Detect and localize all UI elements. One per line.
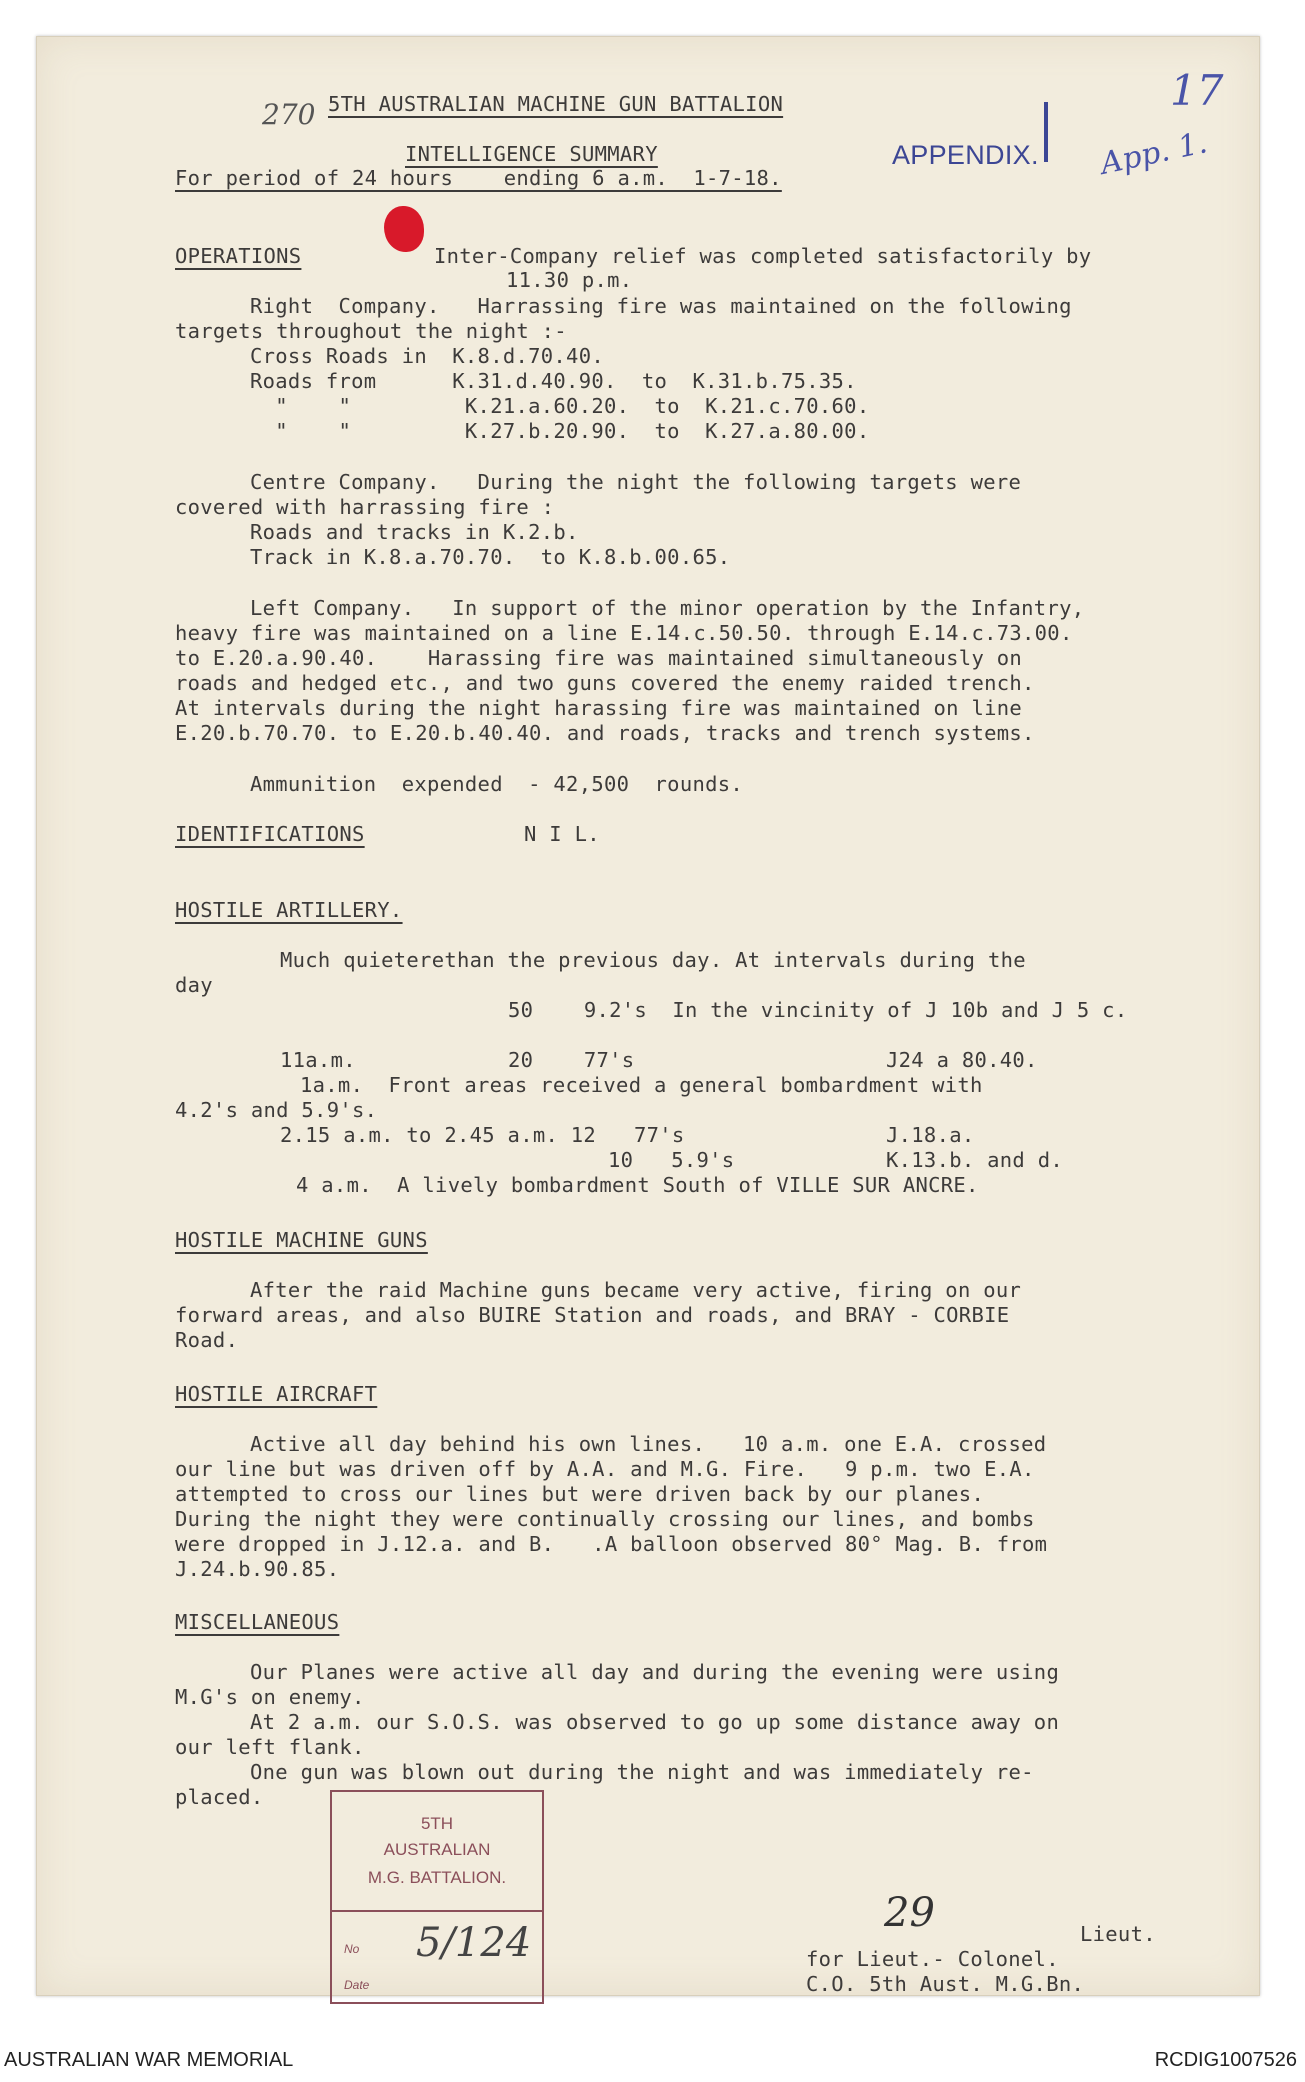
left-company-line6: E.20.b.70.70. to E.20.b.40.40. and roads, tracks and trench systems.: [175, 721, 1035, 745]
artillery-line8-b: K.13.b. and d.: [886, 1148, 1063, 1172]
unit-title: 5TH AUSTRALIAN MACHINE GUN BATTALION: [328, 92, 784, 116]
misc-line5: One gun was blown out during the night and was immediately re-: [250, 1760, 1034, 1784]
artillery-line2: day: [175, 973, 213, 997]
misc-line3: At 2 a.m. our S.O.S. was observed to go up some distance away on: [250, 1710, 1060, 1734]
appendix-stamp: APPENDIX.: [892, 140, 1039, 170]
misc-line6: placed.: [175, 1785, 264, 1809]
period-line: For period of 24 hours ending 6 a.m. 1-7-18.: [175, 166, 782, 190]
page-number-annotation: 270: [262, 98, 316, 131]
signature-line2: C.O. 5th Aust. M.G.Bn.: [806, 1972, 1085, 1996]
annotation-appendix-ref: App. 1.: [1097, 125, 1211, 182]
signature-rank: Lieut.: [1080, 1922, 1156, 1946]
right-company-line4: Roads from K.31.d.40.90. to K.31.b.75.35.: [250, 369, 857, 393]
artillery-line4-ref: J24 a 80.40.: [886, 1048, 1038, 1072]
hostile-aircraft-heading: HOSTILE AIRCRAFT: [175, 1382, 378, 1406]
operations-line1: Inter-Company relief was completed satisfactorily by: [434, 244, 1092, 268]
operations-line2: 11.30 p.m.: [506, 268, 633, 292]
ink-blot: [384, 206, 424, 252]
annotation-number: 17: [1170, 66, 1224, 115]
stamp-date-label: Date: [344, 1978, 370, 1992]
ammunition-expended: Ammunition expended - 42,500 rounds.: [250, 772, 744, 796]
aircraft-line5: were dropped in J.12.a. and B. .A balloon observed 80° Mag. B. from: [175, 1532, 1048, 1556]
right-company-line3: Cross Roads in K.8.d.70.40.: [250, 344, 604, 368]
artillery-line4-mid: 20 77's: [508, 1048, 635, 1072]
stamp-divider: [332, 1910, 542, 1912]
appendix-mark: [1044, 102, 1048, 162]
right-company-line5: " " K.21.a.60.20. to K.21.c.70.60.: [250, 394, 870, 418]
document-title: INTELLIGENCE SUMMARY: [405, 142, 658, 166]
left-company-line4: roads and hedged etc., and two guns covered the enemy raided trench.: [175, 671, 1035, 695]
artillery-line1: Much quieterethan the previous day. At intervals during the: [280, 948, 1026, 972]
battalion-stamp: [330, 1790, 544, 2004]
artillery-line7-a: 2.15 a.m. to 2.45 a.m. 12 77's: [280, 1123, 685, 1147]
artillery-line8-a: 10 5.9's: [608, 1148, 735, 1172]
signature-line1: for Lieut.- Colonel.: [806, 1947, 1059, 1971]
centre-company-line1: Centre Company. During the night the following targets were: [250, 470, 1022, 494]
centre-company-line2: covered with harrassing fire :: [175, 495, 555, 519]
stamp-line1: 5TH: [420, 1814, 454, 1833]
artillery-line3: 50 9.2's In the vincinity of J 10b and J 5 c.: [508, 998, 1128, 1022]
left-company-line5: At intervals during the night harassing fire was maintained on line: [175, 696, 1023, 720]
hostile-artillery-heading: HOSTILE ARTILLERY.: [175, 898, 403, 922]
stamp-no-label: No: [344, 1942, 360, 1956]
artillery-line9: 4 a.m. A lively bombardment South of VILLE SUR ANCRE.: [296, 1173, 979, 1197]
centre-company-line3: Roads and tracks in K.2.b.: [250, 520, 579, 544]
artillery-line5: 1a.m. Front areas received a general bombardment with: [300, 1073, 983, 1097]
miscellaneous-heading: MISCELLANEOUS: [175, 1610, 340, 1634]
artillery-line7-b: J.18.a.: [886, 1123, 975, 1147]
identifications-value: N I L.: [524, 822, 600, 846]
centre-company-line4: Track in K.8.a.70.70. to K.8.b.00.65.: [250, 545, 731, 569]
identifications-heading: IDENTIFICATIONS: [175, 822, 365, 846]
stamp-line2: AUSTRALIAN: [383, 1840, 491, 1859]
signature-initials: 29: [884, 1890, 935, 1936]
misc-line4: our left flank.: [175, 1735, 365, 1759]
aircraft-line6: J.24.b.90.85.: [175, 1557, 340, 1581]
footer-record-id: RCDIG1007526: [1154, 2049, 1297, 2071]
hostile-mg-line2: forward areas, and also BUIRE Station and roads, and BRAY - CORBIE: [175, 1303, 1010, 1327]
aircraft-line4: During the night they were continually crossing our lines, and bombs: [175, 1507, 1035, 1531]
aircraft-line3: attempted to cross our lines but were driven back by our planes.: [175, 1482, 985, 1506]
aircraft-line1: Active all day behind his own lines. 10 a.m. one E.A. crossed: [250, 1432, 1047, 1456]
left-company-line1: Left Company. In support of the minor operation by the Infantry,: [250, 596, 1085, 620]
stamp-line3: M.G. BATTALION.: [367, 1868, 507, 1887]
operations-heading: OPERATIONS: [175, 244, 302, 268]
right-company-line1: Right Company. Harrassing fire was maintained on the following: [250, 294, 1072, 318]
aircraft-line2: our line but was driven off by A.A. and M.G. Fire. 9 p.m. two E.A.: [175, 1457, 1035, 1481]
misc-line2: M.G's on enemy.: [175, 1685, 365, 1709]
right-company-line6: " " K.27.b.20.90. to K.27.a.80.00.: [250, 419, 870, 443]
hostile-mg-line3: Road.: [175, 1328, 239, 1352]
artillery-line6: 4.2's and 5.9's.: [175, 1098, 378, 1122]
hostile-mg-heading: HOSTILE MACHINE GUNS: [175, 1228, 428, 1252]
right-company-line2: targets throughout the night :-: [175, 319, 567, 343]
stamp-no-value: 5/124: [416, 1920, 532, 1966]
left-company-line3: to E.20.a.90.40. Harassing fire was maintained simultaneously on: [175, 646, 1023, 670]
hostile-mg-line1: After the raid Machine guns became very active, firing on our: [250, 1278, 1022, 1302]
footer-archive-name: AUSTRALIAN WAR MEMORIAL: [4, 2049, 294, 2071]
artillery-line4-time: 11a.m.: [280, 1048, 356, 1072]
misc-line1: Our Planes were active all day and during the evening were using: [250, 1660, 1060, 1684]
left-company-line2: heavy fire was maintained on a line E.14.c.50.50. through E.14.c.73.00.: [175, 621, 1073, 645]
